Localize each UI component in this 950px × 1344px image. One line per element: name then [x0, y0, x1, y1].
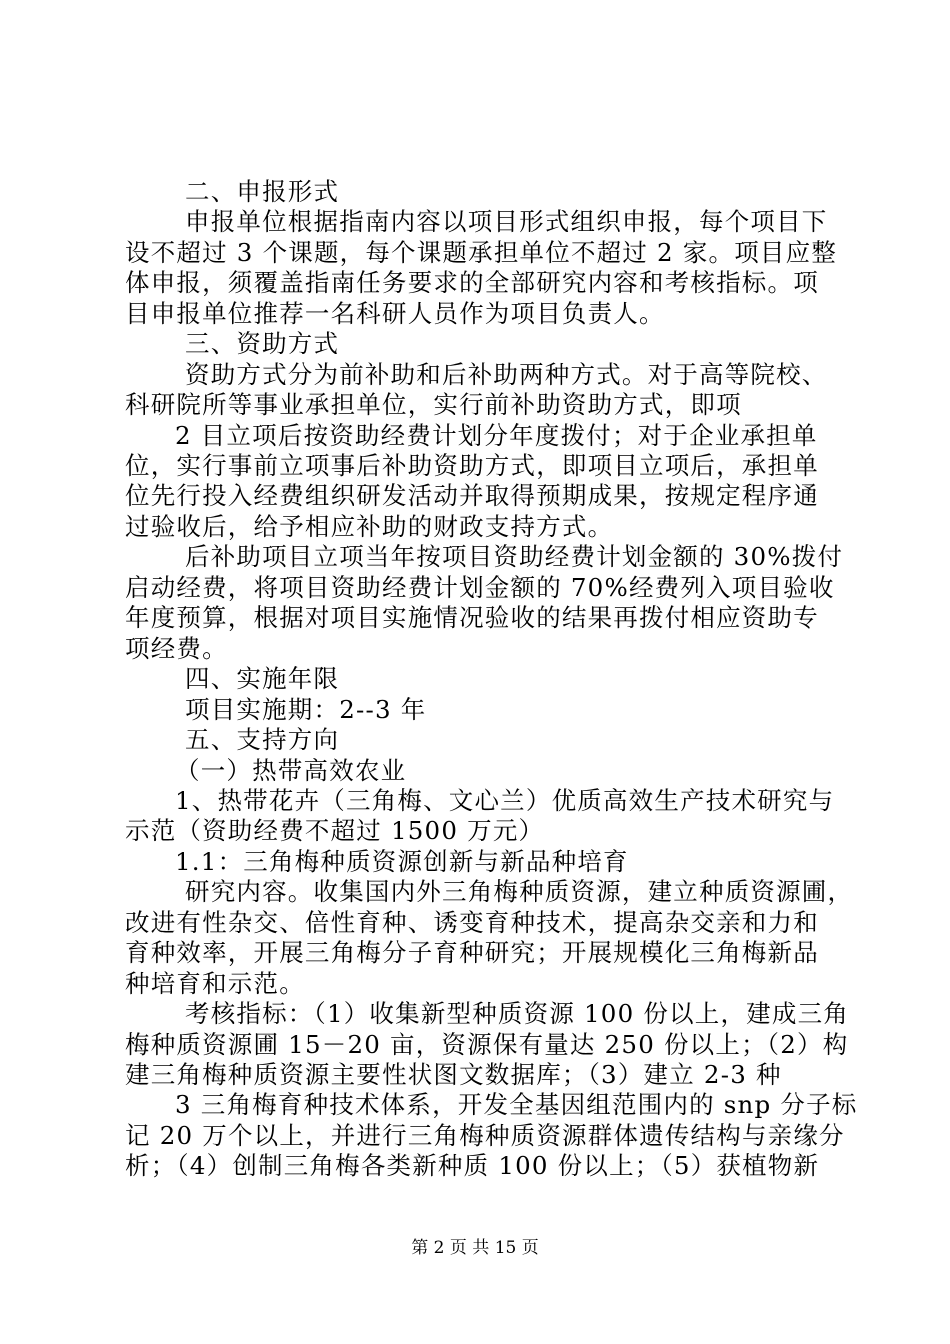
paragraph-line: 建三角梅种质资源主要性状图文数据库；（3）建立 2-3 种: [125, 1060, 782, 1089]
paragraph-line: 科研院所等事业承担单位，实行前补助资助方式，即项: [125, 390, 742, 419]
heading-application-form: 二、申报形式: [185, 177, 340, 206]
paragraph-line: 1、热带花卉（三角梅、文心兰）优质高效生产技术研究与: [175, 786, 835, 815]
paragraph-line: 体申报，须覆盖指南任务要求的全部研究内容和考核指标。项: [125, 268, 819, 297]
paragraph-line: 目申报单位推荐一名科研人员作为项目负责人。: [125, 299, 665, 328]
paragraph-line: 年度预算，根据对项目实施情况验收的结果再拨付相应资助专: [125, 603, 819, 632]
paragraph-line: 位先行投入经费组织研发活动并取得预期成果，按规定程序通: [125, 481, 819, 510]
paragraph-line: 示范（资助经费不超过 1500 万元）: [125, 816, 545, 845]
subheading-tropical-agriculture: （一）热带高效农业: [175, 756, 407, 785]
paragraph-line: 2 目立项后按资助经费计划分年度拨付；对于企业承担单: [175, 421, 818, 450]
paragraph-line: 育种效率，开展三角梅分子育种研究；开展规模化三角梅新品: [125, 938, 819, 967]
paragraph-line: 记 20 万个以上，并进行三角梅种质资源群体遗传结构与亲缘分: [125, 1121, 845, 1150]
heading-funding-method: 三、资助方式: [185, 329, 340, 358]
paragraph-line: 过验收后，给予相应补助的财政支持方式。: [125, 512, 614, 541]
paragraph-line: 项目实施期：2--3 年: [185, 695, 427, 724]
paragraph-line: 考核指标：（1）收集新型种质资源 100 份以上，建成三角: [185, 999, 849, 1028]
subheading-bougainvillea-germplasm: 1.1：三角梅种质资源创新与新品种培育: [175, 847, 629, 876]
paragraph-line: 申报单位根据指南内容以项目形式组织申报，每个项目下: [185, 207, 828, 236]
heading-support-direction: 五、支持方向: [185, 725, 340, 754]
paragraph-line: 研究内容。收集国内外三角梅种质资源，建立种质资源圃，: [185, 877, 854, 906]
paragraph-line: 梅种质资源圃 15－20 亩，资源保有量达 250 份以上；（2）构: [125, 1030, 849, 1059]
page-number-footer: 第 2 页 共 15 页: [411, 1238, 539, 1258]
paragraph-line: 析；（4）创制三角梅各类新种质 100 份以上；（5）获植物新: [125, 1151, 820, 1180]
paragraph-line: 种培育和示范。: [125, 969, 305, 998]
heading-implementation-period: 四、实施年限: [185, 664, 340, 693]
paragraph-line: 位，实行事前立项事后补助资助方式，即项目立项后，承担单: [125, 451, 819, 480]
paragraph-line: 改进有性杂交、倍性育种、诱变育种技术，提高杂交亲和力和: [125, 908, 819, 937]
paragraph-line: 后补助项目立项当年按项目资助经费计划金额的 30%拨付: [185, 542, 844, 571]
paragraph-line: 项经费。: [125, 634, 228, 663]
paragraph-line: 设不超过 3 个课题，每个课题承担单位不超过 2 家。项目应整: [125, 238, 838, 267]
paragraph-line: 启动经费，将项目资助经费计划金额的 70%经费列入项目验收: [125, 573, 835, 602]
paragraph-line: 3 三角梅育种技术体系，开发全基因组范围内的 snp 分子标: [175, 1090, 858, 1119]
paragraph-line: 资助方式分为前补助和后补助两种方式。对于高等院校、: [185, 360, 828, 389]
